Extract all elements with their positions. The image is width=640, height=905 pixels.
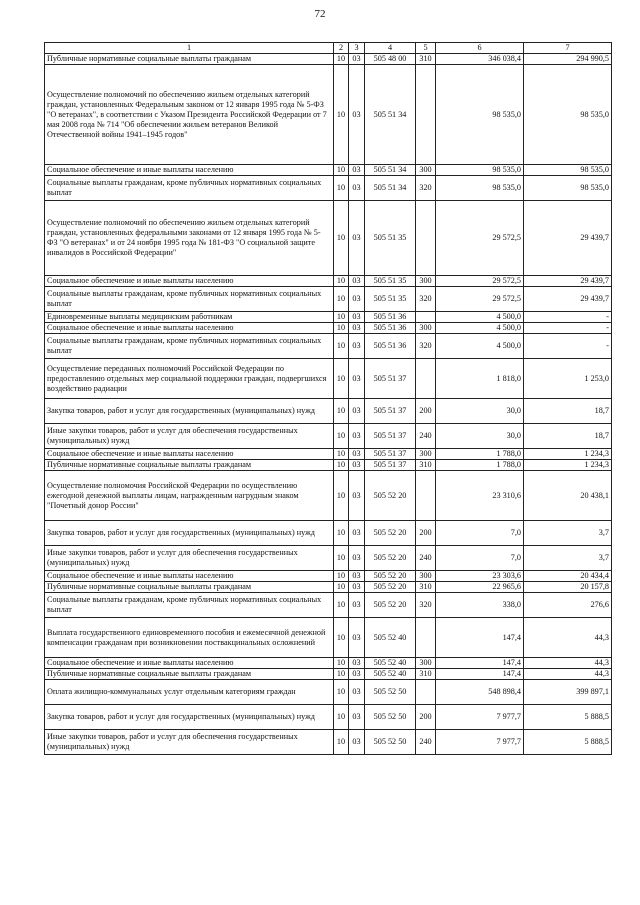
row-target-code: 505 52 20 <box>365 593 416 618</box>
row-subsection: 03 <box>349 460 365 471</box>
row-section: 10 <box>334 287 349 312</box>
row-target-code: 505 52 20 <box>365 546 416 571</box>
row-name: Осуществление полномочия Российской Федерации по осуществлению ежегодной денежной выплаты лицам, награжденным нагрудным знаком "Почетный донор России" <box>45 471 334 521</box>
row-planned-value: 4 500,0 <box>436 334 524 359</box>
row-planned-value: 147,4 <box>436 658 524 669</box>
row-expense-type: 320 <box>416 334 436 359</box>
table-header-row <box>45 43 612 54</box>
row-expense-type <box>416 680 436 705</box>
row-expense-type: 240 <box>416 424 436 449</box>
row-target-code: 505 52 40 <box>365 669 416 680</box>
row-section: 10 <box>334 521 349 546</box>
row-subsection: 03 <box>349 449 365 460</box>
row-target-code: 505 52 50 <box>365 705 416 730</box>
row-name: Закупка товаров, работ и услуг для государственных (муниципальных) нужд <box>45 399 334 424</box>
row-target-code: 505 52 20 <box>365 571 416 582</box>
row-actual-value: 44,3 <box>524 669 612 680</box>
row-actual-value: 20 438,1 <box>524 471 612 521</box>
row-expense-type: 300 <box>416 165 436 176</box>
row-target-code: 505 51 36 <box>365 334 416 359</box>
row-subsection: 03 <box>349 287 365 312</box>
row-expense-type: 310 <box>416 54 436 65</box>
row-section: 10 <box>334 658 349 669</box>
table-row <box>45 276 612 287</box>
row-planned-value: 98 535,0 <box>436 65 524 165</box>
row-name: Иные закупки товаров, работ и услуг для обеспечения государственных (муниципальных) нужд <box>45 546 334 571</box>
table-row <box>45 54 612 65</box>
table-row <box>45 334 612 359</box>
row-actual-value: 5 888,5 <box>524 705 612 730</box>
row-name: Социальное обеспечение и иные выплаты населению <box>45 323 334 334</box>
row-name: Социальное обеспечение и иные выплаты населению <box>45 658 334 669</box>
row-target-code: 505 51 34 <box>365 176 416 201</box>
table-row <box>45 593 612 618</box>
row-section: 10 <box>334 571 349 582</box>
row-section: 10 <box>334 546 349 571</box>
row-actual-value: 98 535,0 <box>524 176 612 201</box>
row-subsection: 03 <box>349 334 365 359</box>
row-expense-type: 320 <box>416 176 436 201</box>
row-name: Социальные выплаты гражданам, кроме публичных нормативных социальных выплат <box>45 334 334 359</box>
row-section: 10 <box>334 312 349 323</box>
row-planned-value: 7,0 <box>436 546 524 571</box>
table-row <box>45 312 612 323</box>
row-expense-type: 300 <box>416 276 436 287</box>
row-actual-value: 20 157,8 <box>524 582 612 593</box>
row-name: Публичные нормативные социальные выплаты гражданам <box>45 582 334 593</box>
table-row <box>45 176 612 201</box>
row-expense-type: 320 <box>416 593 436 618</box>
column-header: 6 <box>436 43 524 54</box>
row-expense-type: 240 <box>416 730 436 755</box>
row-name: Иные закупки товаров, работ и услуг для обеспечения государственных (муниципальных) нужд <box>45 730 334 755</box>
row-subsection: 03 <box>349 571 365 582</box>
row-section: 10 <box>334 165 349 176</box>
row-name: Социальное обеспечение и иные выплаты населению <box>45 571 334 582</box>
row-target-code: 505 51 37 <box>365 359 416 399</box>
row-planned-value: 7,0 <box>436 521 524 546</box>
row-name: Публичные нормативные социальные выплаты гражданам <box>45 669 334 680</box>
table-row <box>45 460 612 471</box>
row-actual-value: 399 897,1 <box>524 680 612 705</box>
row-name: Единовременные выплаты медицинским работникам <box>45 312 334 323</box>
table-row <box>45 165 612 176</box>
row-expense-type <box>416 359 436 399</box>
row-target-code: 505 51 36 <box>365 312 416 323</box>
row-section: 10 <box>334 54 349 65</box>
row-subsection: 03 <box>349 593 365 618</box>
row-section: 10 <box>334 334 349 359</box>
table-row <box>45 680 612 705</box>
column-header: 1 <box>45 43 334 54</box>
row-subsection: 03 <box>349 669 365 680</box>
row-actual-value: 3,7 <box>524 521 612 546</box>
row-actual-value: 44,3 <box>524 658 612 669</box>
row-name: Социальные выплаты гражданам, кроме публичных нормативных социальных выплат <box>45 287 334 312</box>
page-number: 72 <box>314 8 326 20</box>
row-expense-type: 200 <box>416 399 436 424</box>
row-actual-value: 1 253,0 <box>524 359 612 399</box>
row-name: Социальное обеспечение и иные выплаты населению <box>45 449 334 460</box>
row-planned-value: 1 788,0 <box>436 460 524 471</box>
row-actual-value: 18,7 <box>524 399 612 424</box>
row-section: 10 <box>334 680 349 705</box>
row-expense-type: 320 <box>416 287 436 312</box>
row-target-code: 505 51 35 <box>365 287 416 312</box>
row-subsection: 03 <box>349 359 365 399</box>
table-row <box>45 571 612 582</box>
row-expense-type: 310 <box>416 460 436 471</box>
table-row <box>45 287 612 312</box>
row-planned-value: 338,0 <box>436 593 524 618</box>
row-expense-type: 240 <box>416 546 436 571</box>
row-actual-value: 20 434,4 <box>524 571 612 582</box>
row-actual-value: 3,7 <box>524 546 612 571</box>
row-expense-type: 200 <box>416 705 436 730</box>
row-section: 10 <box>334 201 349 276</box>
budget-table <box>44 42 612 755</box>
row-section: 10 <box>334 359 349 399</box>
table-row <box>45 705 612 730</box>
column-header: 7 <box>524 43 612 54</box>
row-section: 10 <box>334 618 349 658</box>
row-target-code: 505 51 34 <box>365 165 416 176</box>
row-target-code: 505 51 34 <box>365 65 416 165</box>
row-planned-value: 346 038,4 <box>436 54 524 65</box>
row-actual-value: - <box>524 312 612 323</box>
row-planned-value: 1 788,0 <box>436 449 524 460</box>
row-planned-value: 548 898,4 <box>436 680 524 705</box>
column-header: 2 <box>334 43 349 54</box>
row-subsection: 03 <box>349 546 365 571</box>
row-planned-value: 23 310,6 <box>436 471 524 521</box>
row-section: 10 <box>334 65 349 165</box>
table-row <box>45 471 612 521</box>
row-section: 10 <box>334 471 349 521</box>
row-target-code: 505 52 50 <box>365 730 416 755</box>
row-name: Социальное обеспечение и иные выплаты населению <box>45 276 334 287</box>
row-target-code: 505 52 40 <box>365 658 416 669</box>
row-subsection: 03 <box>349 424 365 449</box>
row-section: 10 <box>334 424 349 449</box>
row-subsection: 03 <box>349 658 365 669</box>
row-expense-type: 300 <box>416 571 436 582</box>
table-row <box>45 201 612 276</box>
row-actual-value: 44,3 <box>524 618 612 658</box>
table-row <box>45 359 612 399</box>
row-name: Публичные нормативные социальные выплаты гражданам <box>45 460 334 471</box>
row-name: Социальные выплаты гражданам, кроме публичных нормативных социальных выплат <box>45 593 334 618</box>
table-row <box>45 65 612 165</box>
table-row <box>45 582 612 593</box>
row-planned-value: 7 977,7 <box>436 730 524 755</box>
row-subsection: 03 <box>349 201 365 276</box>
row-actual-value: 98 535,0 <box>524 65 612 165</box>
row-subsection: 03 <box>349 582 365 593</box>
row-expense-type: 310 <box>416 582 436 593</box>
row-actual-value: 1 234,3 <box>524 460 612 471</box>
row-name: Закупка товаров, работ и услуг для государственных (муниципальных) нужд <box>45 521 334 546</box>
row-subsection: 03 <box>349 312 365 323</box>
row-target-code: 505 52 20 <box>365 521 416 546</box>
row-expense-type <box>416 618 436 658</box>
row-planned-value: 1 818,0 <box>436 359 524 399</box>
row-actual-value: 276,6 <box>524 593 612 618</box>
row-planned-value: 147,4 <box>436 618 524 658</box>
row-subsection: 03 <box>349 54 365 65</box>
row-name: Иные закупки товаров, работ и услуг для обеспечения государственных (муниципальных) нужд <box>45 424 334 449</box>
row-subsection: 03 <box>349 730 365 755</box>
row-target-code: 505 51 37 <box>365 424 416 449</box>
row-planned-value: 7 977,7 <box>436 705 524 730</box>
row-subsection: 03 <box>349 680 365 705</box>
row-section: 10 <box>334 730 349 755</box>
table-row <box>45 658 612 669</box>
row-planned-value: 30,0 <box>436 399 524 424</box>
row-name: Осуществление переданных полномочий Российской Федерации по предоставлению отдельных мер социальной поддержки граждан, подвергшихся воздействию радиации <box>45 359 334 399</box>
row-expense-type <box>416 471 436 521</box>
row-name: Выплата государственного единовременного пособия и ежемесячной денежной компенсации гражданам при возникновении поствакцинальных осложнений <box>45 618 334 658</box>
row-planned-value: 29 572,5 <box>436 276 524 287</box>
row-planned-value: 29 572,5 <box>436 287 524 312</box>
row-target-code: 505 52 50 <box>365 680 416 705</box>
row-subsection: 03 <box>349 618 365 658</box>
table-row <box>45 399 612 424</box>
row-subsection: 03 <box>349 323 365 334</box>
row-section: 10 <box>334 582 349 593</box>
row-target-code: 505 48 00 <box>365 54 416 65</box>
row-expense-type: 200 <box>416 521 436 546</box>
table-row <box>45 618 612 658</box>
row-subsection: 03 <box>349 399 365 424</box>
row-name: Осуществление полномочий по обеспечению жильем отдельных категорий граждан, установленных Федеральным законом от 12 января 1995 года № 5-ФЗ "О ветеранах", в соответствии с Указом Президента Российской Федерации от 7 мая 2008 года № 714 "Об обеспечении жильем ветеранов Великой Отечественной войны 1941–1945 годов" <box>45 65 334 165</box>
table-row <box>45 449 612 460</box>
row-planned-value: 4 500,0 <box>436 323 524 334</box>
row-name: Оплата жилищно-коммунальных услуг отдельным категориям граждан <box>45 680 334 705</box>
table-row <box>45 323 612 334</box>
row-expense-type: 300 <box>416 449 436 460</box>
row-section: 10 <box>334 669 349 680</box>
row-subsection: 03 <box>349 176 365 201</box>
row-actual-value: 18,7 <box>524 424 612 449</box>
row-actual-value: - <box>524 334 612 359</box>
row-section: 10 <box>334 449 349 460</box>
column-header: 4 <box>365 43 416 54</box>
row-actual-value: 29 439,7 <box>524 287 612 312</box>
table-row <box>45 521 612 546</box>
row-target-code: 505 52 20 <box>365 471 416 521</box>
row-section: 10 <box>334 176 349 201</box>
row-target-code: 505 52 40 <box>365 618 416 658</box>
row-actual-value: 294 990,5 <box>524 54 612 65</box>
row-expense-type <box>416 312 436 323</box>
row-target-code: 505 51 37 <box>365 399 416 424</box>
table-row <box>45 730 612 755</box>
row-target-code: 505 51 37 <box>365 460 416 471</box>
column-header: 5 <box>416 43 436 54</box>
row-planned-value: 4 500,0 <box>436 312 524 323</box>
row-expense-type <box>416 65 436 165</box>
row-actual-value: 1 234,3 <box>524 449 612 460</box>
row-expense-type: 300 <box>416 658 436 669</box>
table-row <box>45 424 612 449</box>
row-planned-value: 147,4 <box>436 669 524 680</box>
row-planned-value: 30,0 <box>436 424 524 449</box>
row-actual-value: 5 888,5 <box>524 730 612 755</box>
row-actual-value: - <box>524 323 612 334</box>
table-row <box>45 669 612 680</box>
row-subsection: 03 <box>349 65 365 165</box>
row-section: 10 <box>334 399 349 424</box>
column-header: 3 <box>349 43 365 54</box>
row-section: 10 <box>334 323 349 334</box>
row-expense-type <box>416 201 436 276</box>
row-planned-value: 98 535,0 <box>436 176 524 201</box>
row-section: 10 <box>334 276 349 287</box>
row-target-code: 505 51 37 <box>365 449 416 460</box>
row-subsection: 03 <box>349 471 365 521</box>
row-target-code: 505 51 35 <box>365 201 416 276</box>
row-planned-value: 23 303,6 <box>436 571 524 582</box>
row-target-code: 505 52 20 <box>365 582 416 593</box>
row-actual-value: 29 439,7 <box>524 201 612 276</box>
row-subsection: 03 <box>349 276 365 287</box>
table-row <box>45 546 612 571</box>
row-name: Социальное обеспечение и иные выплаты населению <box>45 165 334 176</box>
row-target-code: 505 51 35 <box>365 276 416 287</box>
row-subsection: 03 <box>349 521 365 546</box>
row-name: Публичные нормативные социальные выплаты гражданам <box>45 54 334 65</box>
row-expense-type: 310 <box>416 669 436 680</box>
row-section: 10 <box>334 460 349 471</box>
row-name: Закупка товаров, работ и услуг для государственных (муниципальных) нужд <box>45 705 334 730</box>
row-planned-value: 22 965,6 <box>436 582 524 593</box>
row-section: 10 <box>334 705 349 730</box>
row-subsection: 03 <box>349 165 365 176</box>
row-name: Социальные выплаты гражданам, кроме публичных нормативных социальных выплат <box>45 176 334 201</box>
row-actual-value: 29 439,7 <box>524 276 612 287</box>
row-section: 10 <box>334 593 349 618</box>
row-name: Осуществление полномочий по обеспечению жильем отдельных категорий граждан, установленных федеральными законами от 12 января 1995 года № 5-ФЗ "О ветеранах" и от 24 ноября 1995 года № 181-ФЗ "О социальной защите инвалидов в Российской Федерации" <box>45 201 334 276</box>
row-actual-value: 98 535,0 <box>524 165 612 176</box>
row-expense-type: 300 <box>416 323 436 334</box>
row-planned-value: 98 535,0 <box>436 165 524 176</box>
row-planned-value: 29 572,5 <box>436 201 524 276</box>
row-subsection: 03 <box>349 705 365 730</box>
row-target-code: 505 51 36 <box>365 323 416 334</box>
